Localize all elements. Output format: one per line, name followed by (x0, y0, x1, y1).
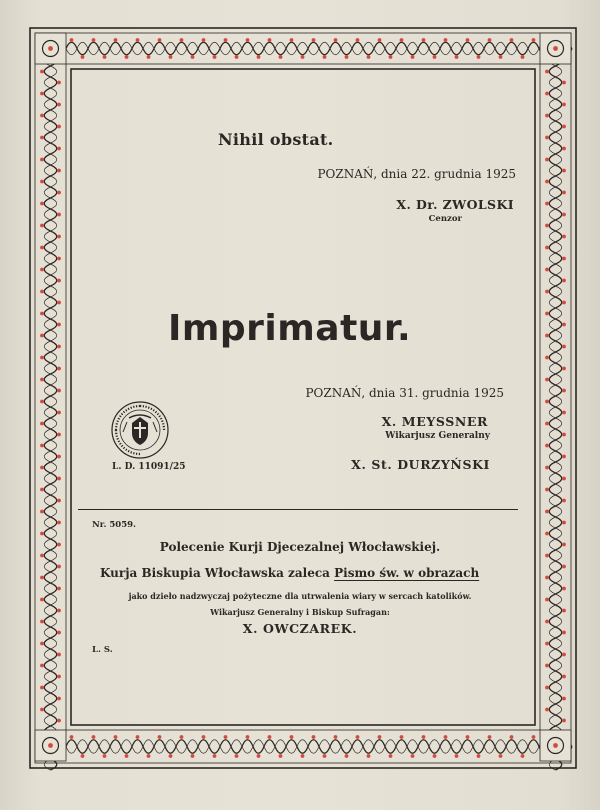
seal-reference: L. D. 11091/25 (112, 462, 186, 472)
recommendation-purpose: jako dzieło nadzwyczaj pożyteczne dla utrwalenia wiary w sercach katolików. (128, 591, 472, 601)
nihil-obstat-heading: Nihil obstat. (218, 130, 334, 149)
imprimatur-signer1-name: X. MEYSSNER (381, 414, 488, 429)
recommendation-signer-name: X. OWCZAREK. (242, 621, 358, 636)
archdiocese-seal-icon (110, 400, 170, 460)
recommendation-number: Nr. 5059. (92, 520, 137, 530)
censor-place-date: POZNAŃ, dnia 22. grudnia 1925 (317, 167, 516, 181)
censor-role: Cenzor (428, 214, 462, 224)
section-divider (78, 509, 518, 510)
imprimatur-title: Imprimatur. (168, 308, 412, 349)
recommendation-line (100, 566, 479, 580)
recommendation-heading: Polecenie Kurji Djecezalnej Włocławskiej. (159, 540, 441, 554)
recommendation-line-prefix: Kurja Biskupia Włocławska zaleca (100, 566, 330, 580)
locus-sigilli: L. S. (92, 645, 113, 655)
recommendation-signer-role: Wikarjusz Generalny i Biskup Sufragan: (210, 607, 390, 617)
imprimatur-signer1-role: Wikarjusz Generalny (385, 431, 490, 441)
imprimatur-signer2-name: X. St. DURZYŃSKI (351, 457, 490, 472)
book-title: Pismo św. w obrazach (334, 566, 480, 580)
imprimatur-place-date: POZNAŃ, dnia 31. grudnia 1925 (305, 386, 504, 400)
censor-name: X. Dr. ZWOLSKI (396, 197, 514, 212)
